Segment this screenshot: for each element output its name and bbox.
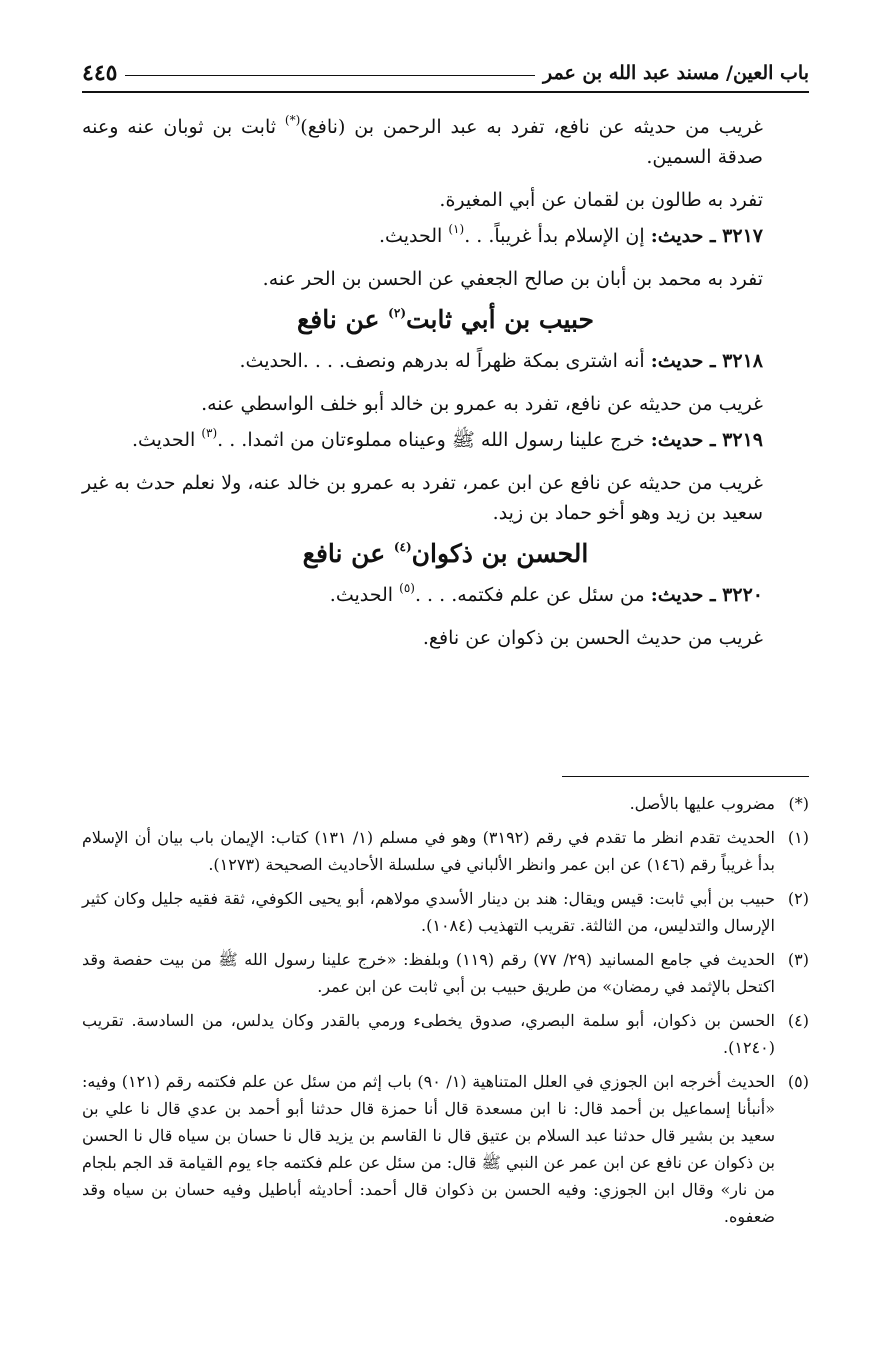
- footnote-marker: (٢): [388, 305, 406, 320]
- footnote-marker: (٤): [393, 539, 412, 554]
- footnote-marker: (٣): [201, 425, 218, 440]
- header-leader-line: [125, 75, 535, 76]
- footnote: [82, 790, 809, 817]
- footnote-number: (١): [787, 828, 809, 847]
- footnotes: [82, 790, 809, 1237]
- footnote: [82, 1007, 809, 1061]
- header-rule: [82, 91, 809, 93]
- hadith-entry-3220: ٣٢٢٠ ـ حديث: من سئل عن علم فكتمه. . . .$^{(٥)}$ الحديث.: [329, 580, 763, 606]
- header-title: باب العين/ مسند عبد الله بن عمر: [543, 62, 809, 84]
- paragraph: غريب من حديثه عن نافع عن ابن عمر، تفرد به عمرو بن خالد عنه، ولا نعلم حدث به غير سعيد بن زيد وهو أخو حماد بن زيد.: [82, 472, 763, 524]
- paragraph: تفرد به طالون بن لقمان عن أبي المغيرة.: [439, 189, 763, 211]
- footnote-marker: (*): [284, 112, 301, 127]
- footnote-text: مضروب عليها بالأصل.: [629, 794, 775, 813]
- footnote-number: (*): [788, 794, 809, 813]
- footnote-text: حبيب بن أبي ثابت: قيس ويقال: هند بن دينار الأسدي مولاهم، أبو يحيى الكوفي، ثقة فقيه جليل وكان كثير الإرسال والتدليس، من الثالثة. تقريب التهذيب (١٠٨٤).: [82, 889, 775, 935]
- paragraph: غريب من حديثه عن نافع، تفرد به عبد الرحمن بن (نافع)(*) ثابت بن ثوبان عنه وعنه صدقة السمين.: [82, 112, 763, 168]
- footnote: [82, 824, 809, 878]
- section-heading: الحسن بن ذكوان$^{(٤)}$ عن نافع: [302, 539, 589, 568]
- footnote-number: (٣): [787, 950, 809, 969]
- footnote-text: الحديث في جامع المسانيد (٢٩/ ٧٧) رقم (١١٩) وبلفظ: «خرج علينا رسول الله ﷺ من بيت حفصة وقد اكتحل بالإثمد في رمضان» من طريق حبيب بن أبي ثابت عن ابن عمر.: [82, 950, 775, 996]
- footnote-marker: (١): [448, 221, 465, 236]
- footnote-text: الحسن بن ذكوان، أبو سلمة البصري، صدوق يخطىء ورمي بالقدر وكان يدلس، من السادسة. تقريب (١٢٤٠).: [82, 1011, 775, 1057]
- footnote: [82, 885, 809, 939]
- section-heading: حبيب بن أبي ثابت$^{(٢)}$ عن نافع: [296, 305, 595, 334]
- footnote-text: الحديث أخرجه ابن الجوزي في العلل المتناهية (١/ ٩٠) باب إثم من سئل عن علم فكتمه رقم (١٢١) وفيه: «أنبأنا إسماعيل بن أحمد قال: نا ابن مسعدة قال أنا حمزة قال حدثنا أبو أحمد بن عدي قال نا علي بن سعيد بن بشير قال حدثنا عبد السلام بن عتيق قال نا القاسم بن يزيد قال نا حسان بن سياه قال نا الحسن بن ذكوان عن نافع عن ابن عمر عن النبي ﷺ قال: من سئل عن علم فكتمه جاء يوم القيامة قد الجم بلجام من نار» وقال ابن الجوزي: وفيه الحسن بن ذكوان قال أحمد: أحاديثه أباطيل وفيه حسان بن سياه وقد ضعفوه.: [82, 1072, 776, 1226]
- hadith-entry-3219: ٣٢١٩ ـ حديث: خرج علينا رسول الله ﷺ وعيناه مملوءتان من اثمدا. . .$^{(٣)}$ الحديث.: [131, 425, 763, 451]
- footnote-number: (٢): [787, 889, 809, 908]
- footnote: [82, 946, 809, 1000]
- footnote-number: (٥): [787, 1072, 809, 1091]
- page-number: ٤٤٥: [82, 60, 118, 86]
- footnote-number: (٤): [787, 1011, 809, 1030]
- hadith-entry-3218: ٣٢١٨ ـ حديث: أنه اشترى بمكة ظهراً له بدرهم ونصف. . . .الحديث.: [239, 350, 763, 372]
- paragraph: غريب من حديث الحسن بن ذكوان عن نافع.: [422, 627, 763, 649]
- footnote-text: الحديث تقدم انظر ما تقدم في رقم (٣١٩٢) وهو في مسلم (١/ ١٣١) كتاب: الإيمان باب بيان أن الإسلام بدأ غريباً رقم (١٤٦) عن ابن عمر وانظر الألباني في سلسلة الأحاديث الصحيحة (١٢٧٣).: [82, 828, 776, 874]
- main-text: [82, 112, 809, 653]
- paragraph: غريب من حديثه عن نافع، تفرد به عمرو بن خالد أبو خلف الواسطي عنه.: [201, 393, 763, 415]
- running-header: [82, 44, 809, 90]
- footnote-marker: (٥): [399, 580, 415, 595]
- hadith-entry-3217: ٣٢١٧ ـ حديث: إن الإسلام بدأ غريباً. . .$^{(١)}$ الحديث.: [379, 221, 763, 247]
- paragraph: تفرد به محمد بن أبان بن صالح الجعفي عن الحسن بن الحر عنه.: [262, 268, 763, 290]
- footnote: [82, 1068, 809, 1230]
- footnote-separator: [562, 776, 809, 777]
